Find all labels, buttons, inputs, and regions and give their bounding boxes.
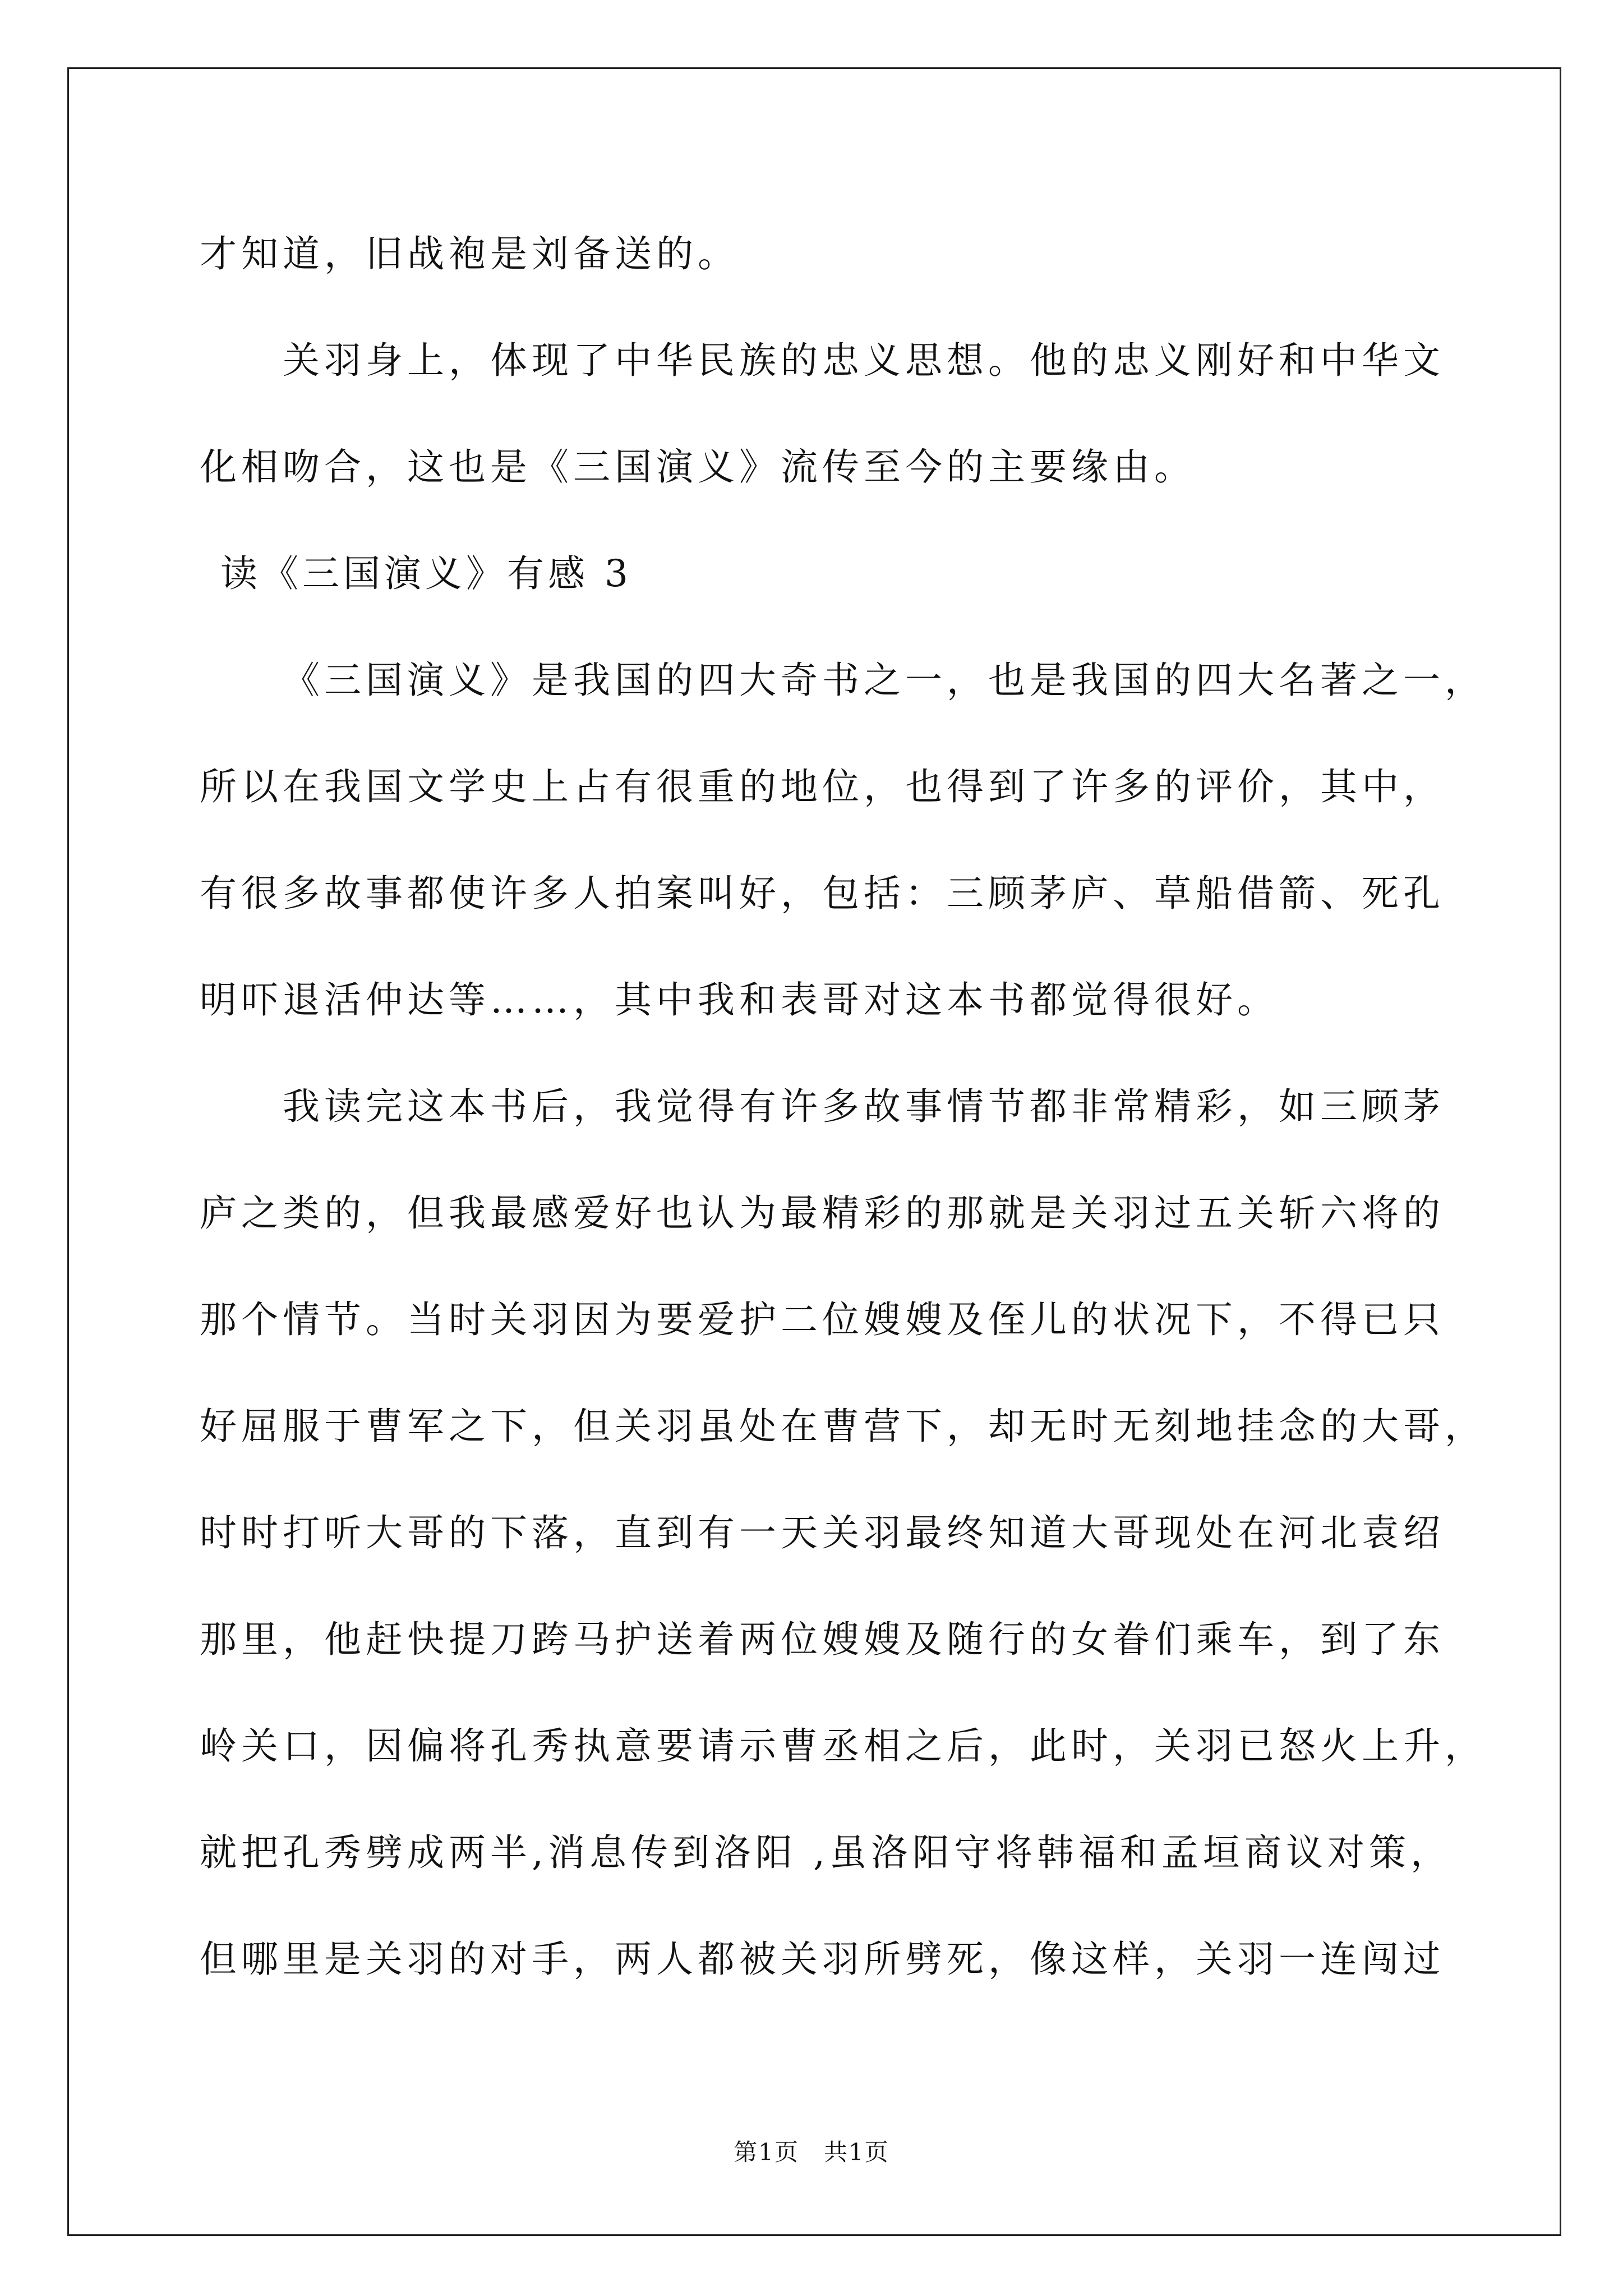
paragraph-line: 但哪里是关羽的对手，两人都被关羽所劈死，像这样，关羽一连闯过 [200,1938,1445,1981]
paragraph-line: 《三国演义》是我国的四大奇书之一，也是我国的四大名著之一， [283,659,1486,702]
paragraph-line: 就把孔秀劈成两半,消息传到洛阳 ,虽洛阳守将韩福和孟垣商议对策， [200,1831,1452,1874]
page-number-footer: 第1页 共1页 [734,2138,889,2166]
document-body [200,201,1534,2013]
paragraph-line: 庐之类的，但我最感爱好也认为最精彩的那就是关羽过五关斩六将的 [200,1191,1445,1235]
paragraph-line: 关羽身上，体现了中华民族的忠义思想。他的忠义刚好和中华文 [283,339,1445,382]
paragraph-line: 时时打听大哥的下落，直到有一天关羽最终知道大哥现处在河北袁绍 [200,1511,1445,1554]
section-heading: 读《三国演义》有感 3 [220,552,632,595]
paragraph-line: 那里，他赶快提刀跨马护送着两位嫂嫂及随行的女眷们乘车，到了东 [200,1618,1445,1661]
paragraph-line: 所以在我国文学史上占有很重的地位，也得到了许多的评价，其中， [200,765,1445,808]
paragraph-line: 有很多故事都使许多人拍案叫好，包括：三顾茅庐、草船借箭、死孔 [200,872,1445,915]
paragraph-line: 那个情节。当时关羽因为要爱护二位嫂嫂及侄儿的状况下，不得已只 [200,1298,1445,1341]
paragraph-line: 我读完这本书后，我觉得有许多故事情节都非常精彩，如三顾茅 [283,1085,1445,1128]
paragraph-line: 化相吻合，这也是《三国演义》流传至今的主要缘由。 [200,445,1196,489]
paragraph-line: 才知道，旧战袍是刘备送的。 [200,232,739,275]
paragraph-line: 明吓退活仲达等……，其中我和表哥对这本书都觉得很好。 [200,978,1279,1022]
paragraph-line: 好屈服于曹军之下，但关羽虽处在曹营下，却无时无刻地挂念的大哥， [200,1405,1486,1448]
paragraph-line: 岭关口，因偏将孔秀执意要请示曹丞相之后，此时，关羽已怒火上升， [200,1724,1486,1768]
